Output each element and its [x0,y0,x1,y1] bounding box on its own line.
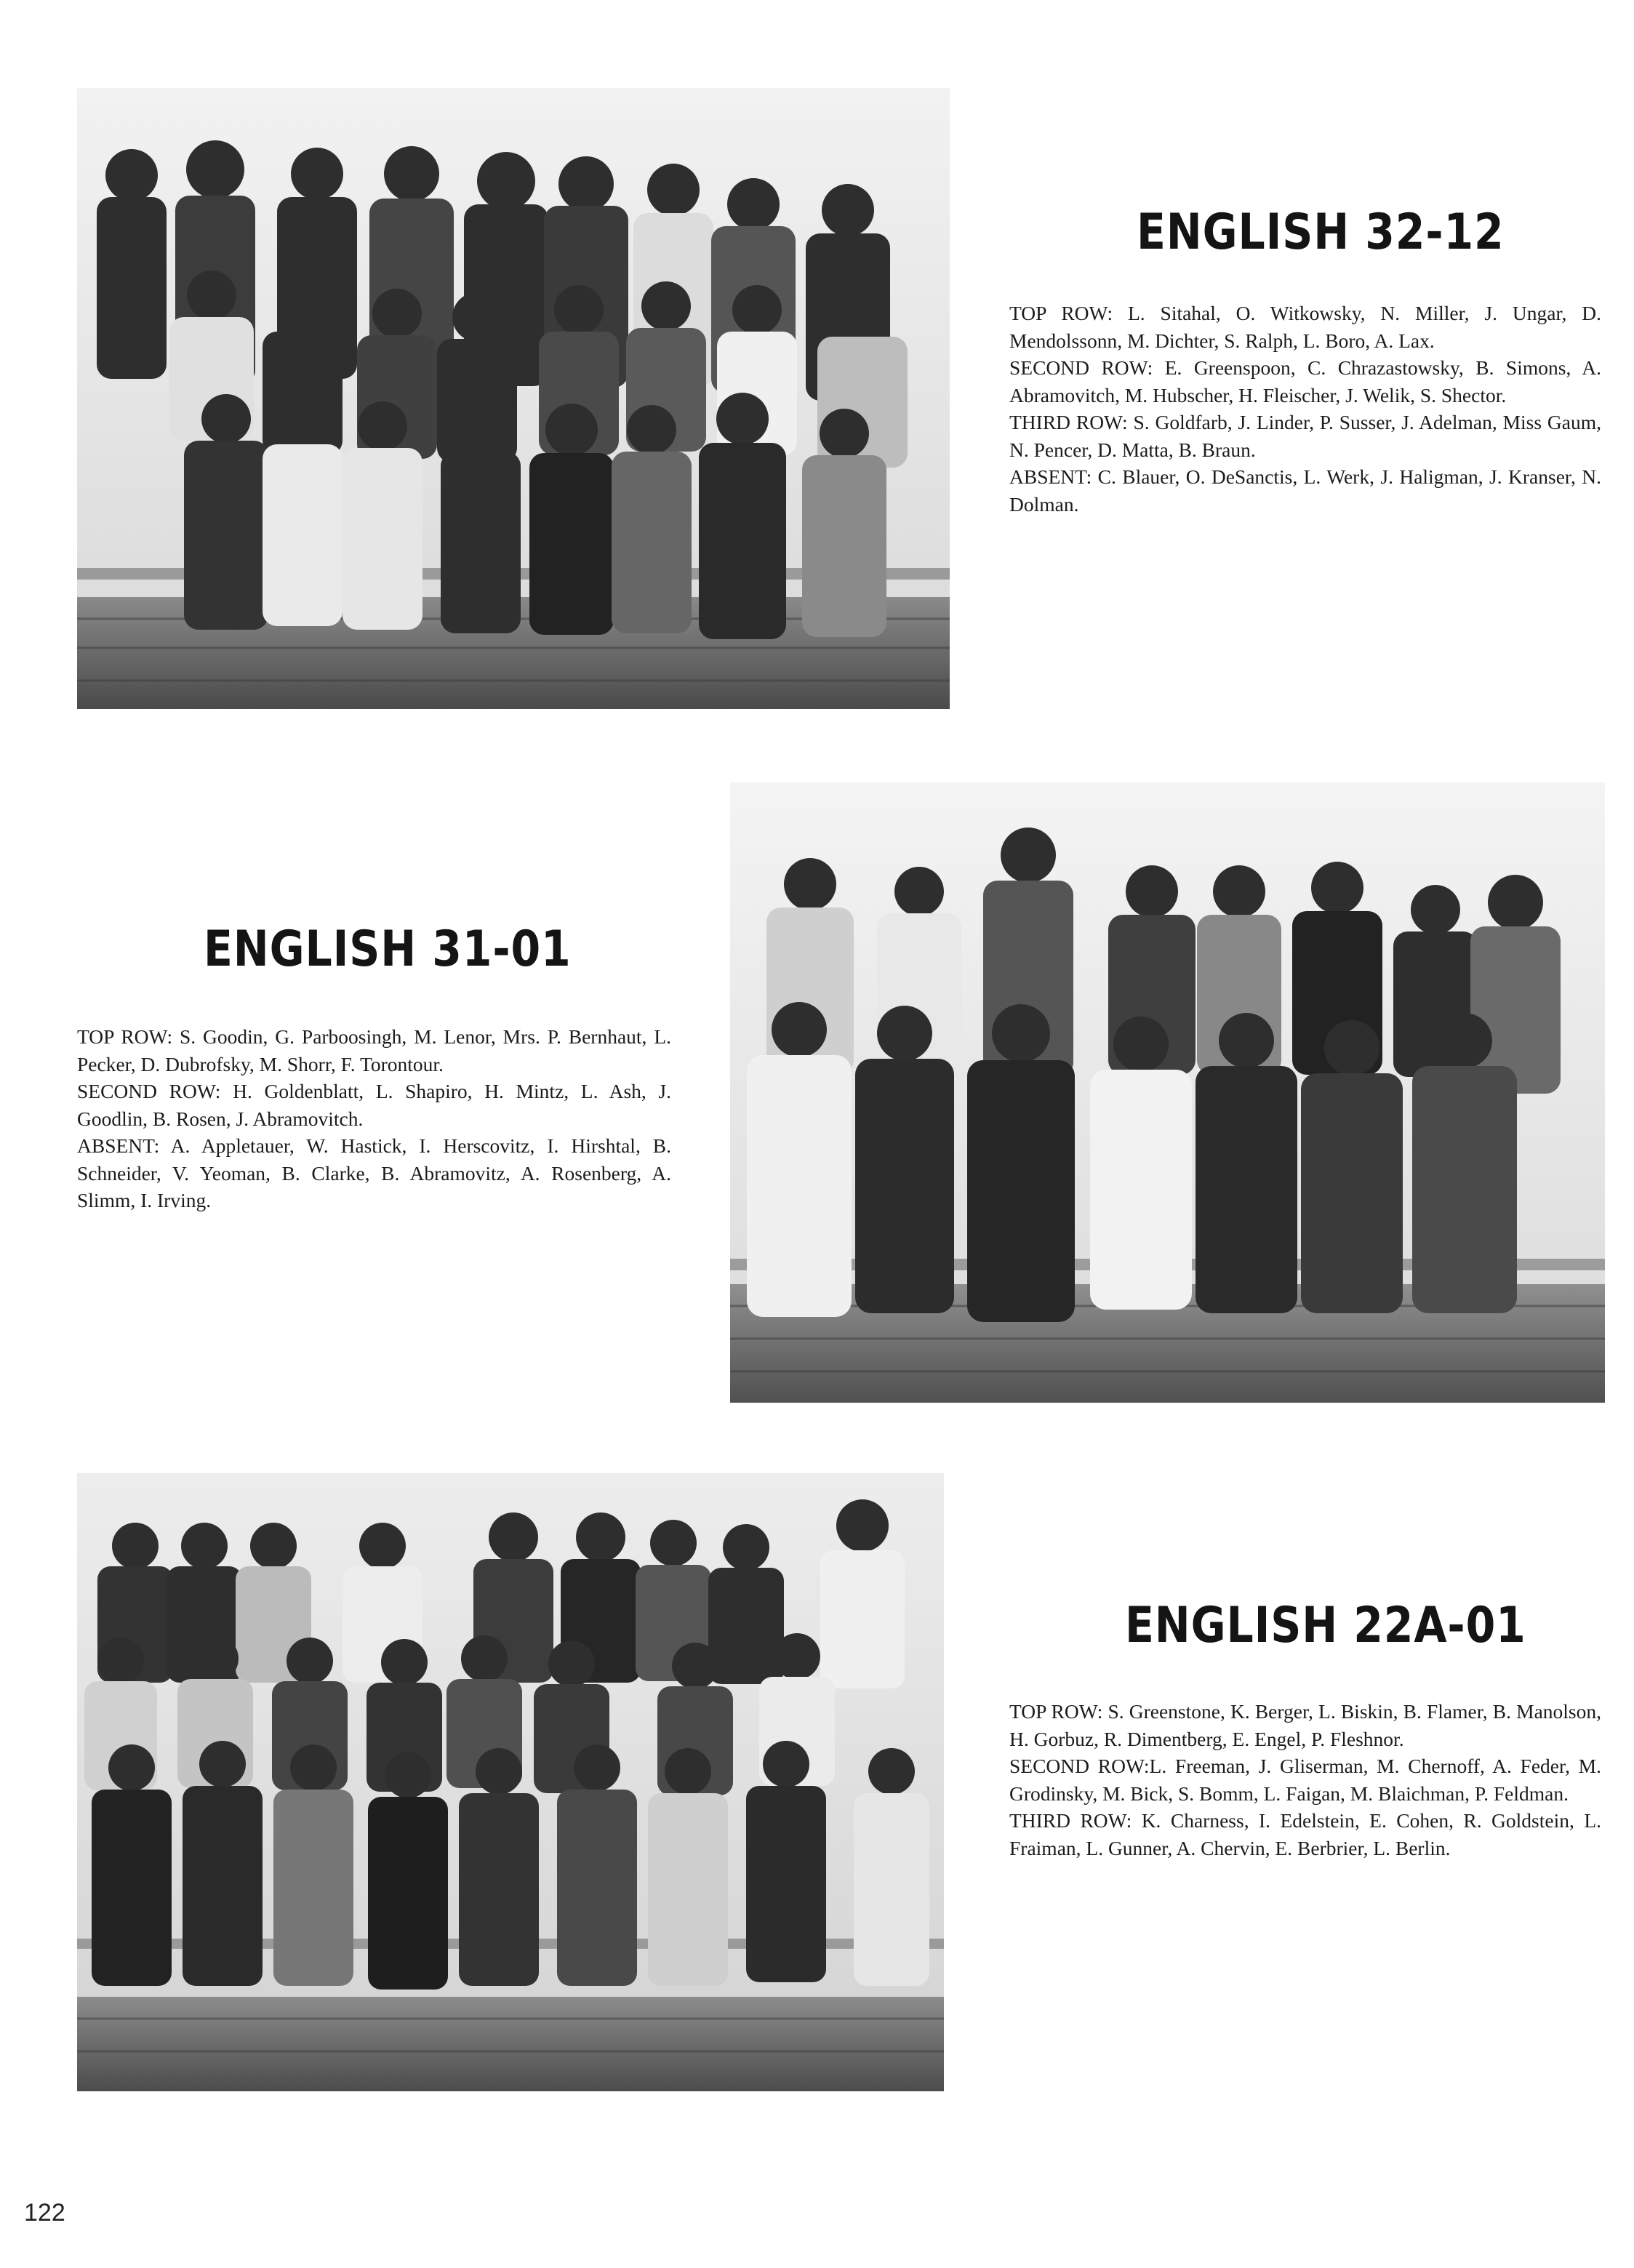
caption-second-row: SECOND ROW: H. Goldenblatt, L. Shapiro, H. Mintz, L. Ash, J. Goodlin, B. Rosen, J. Abramovitch. [77,1080,671,1130]
caption-second-row: SECOND ROW:L. Freeman, J. Gliserman, M. Chernoff, A. Feder, M. Grodinsky, M. Bick, S. Bomm, L. Faigan, M. Blaichman, P. Feldman. [1009,1755,1601,1805]
caption-english-32-12 [1009,300,1601,518]
section-title-english-31-01: ENGLISH 31-01 [204,921,572,978]
caption-top-row: TOP ROW: S. Greenstone, K. Berger, L. Biskin, B. Flamer, B. Manolson, H. Gorbuz, R. Dimentberg, E. Engel, P. Fleshnor. [1009,1700,1601,1750]
class-photo-english-31-01 [730,782,1605,1403]
caption-english-31-01 [77,1023,671,1214]
class-photo-english-22a-01 [77,1473,944,2091]
page-number: 122 [24,2199,65,2227]
caption-english-22a-01 [1009,1698,1601,1862]
section-title-english-22a-01: ENGLISH 22A-01 [1125,1597,1526,1654]
caption-third-row: THIRD ROW: K. Charness, I. Edelstein, E. Cohen, R. Goldstein, L. Fraiman, L. Gunner, A. Chervin, E. Berbrier, L. Berlin. [1009,1809,1601,1859]
caption-absent: ABSENT: A. Appletauer, W. Hastick, I. Herscovitz, I. Hirshtal, B. Schneider, V. Yeoman, B. Clarke, B. Abramovitz, A. Rosenberg, A. Slimm, I. Irving. [77,1134,671,1211]
class-photo-english-32-12 [77,88,950,709]
caption-absent: ABSENT: C. Blauer, O. DeSanctis, L. Werk, J. Haligman, J. Kranser, N. Dolman. [1009,465,1601,516]
caption-top-row: TOP ROW: L. Sitahal, O. Witkowsky, N. Miller, J. Ungar, D. Mendolssonn, M. Dichter, S. Ralph, L. Boro, A. Lax. [1009,302,1601,352]
caption-third-row: THIRD ROW: S. Goldfarb, J. Linder, P. Susser, J. Adelman, Miss Gaum, N. Pencer, D. Matta, B. Braun. [1009,411,1601,461]
caption-top-row: TOP ROW: S. Goodin, G. Parboosingh, M. Lenor, Mrs. P. Bernhaut, L. Pecker, D. Dubrofsky, M. Shorr, F. Torontour. [77,1025,671,1075]
section-title-english-32-12: ENGLISH 32-12 [1137,204,1505,261]
caption-second-row: SECOND ROW: E. Greenspoon, C. Chrazastowsky, B. Simons, A. Abramovitch, M. Hubscher, H. Fleischer, J. Welik, S. Shector. [1009,356,1601,406]
